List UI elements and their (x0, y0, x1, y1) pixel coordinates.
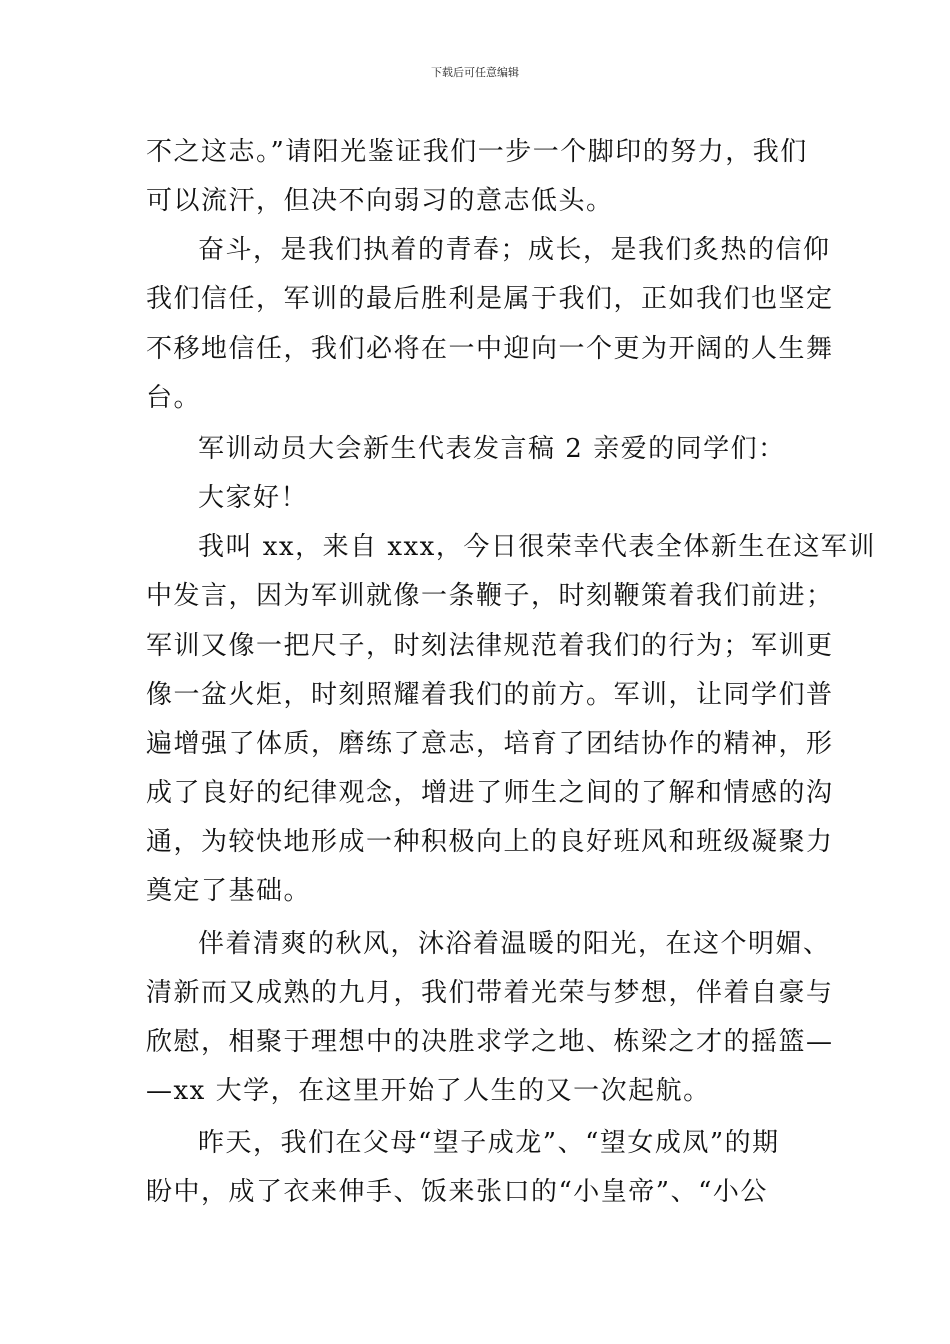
text-line: 伴着清爽的秋风，沐浴着温暖的阳光，在这个明媚、 (198, 929, 831, 959)
text-line: 遍增强了体质，磨练了意志，培育了团结协作的精神，形 (146, 729, 834, 759)
text-line: —xx 大学，在这里开始了人生的又一次起航。 (146, 1076, 711, 1106)
text-line: 像一盆火炬，时刻照耀着我们的前方。军训，让同学们普 (146, 680, 834, 710)
text-line: 昨天，我们在父母“望子成龙”、“望女成凤”的期 (198, 1128, 780, 1158)
page-header: 下载后可任意编辑 (431, 66, 519, 79)
text-line: 大家好！ (198, 483, 309, 513)
text-line: 欣慰，相聚于理想中的决胜求学之地、栋梁之才的摇篮— (146, 1027, 834, 1057)
text-line: 我们信任，军训的最后胜利是属于我们，正如我们也坚定 (146, 284, 834, 314)
text-line: 军训又像一把尺子，时刻法律规范着我们的行为；军训更 (146, 631, 834, 661)
text-line: 台。 (146, 383, 202, 413)
text-line: 不之这志。”请阳光鉴证我们一步一个脚印的努力，我们 (146, 137, 808, 167)
text-line: 奠定了基础。 (146, 876, 312, 906)
text-line: 通，为较快地形成一种积极向上的良好班风和班级凝聚力 (146, 827, 834, 857)
text-line: 中发言，因为军训就像一条鞭子，时刻鞭策着我们前进； (146, 581, 834, 611)
text-line: 盼中，成了衣来伸手、饭来张口的“小皇帝”、“小公 (146, 1177, 768, 1207)
text-line: 可以流汗，但决不向弱习的意志低头。 (146, 186, 614, 216)
text-line: 成了良好的纪律观念，增进了师生之间的了解和情感的沟 (146, 778, 834, 808)
text-line: 不移地信任，我们必将在一中迎向一个更为开阔的人生舞 (146, 334, 834, 364)
text-line: 清新而又成熟的九月，我们带着光荣与梦想，伴着自豪与 (146, 978, 834, 1008)
text-line: 军训动员大会新生代表发言稿 2 亲爱的同学们： (198, 434, 786, 464)
text-line: 我叫 xx，来自 xxx，今日很荣幸代表全体新生在这军训 (198, 532, 876, 562)
text-line: 奋斗，是我们执着的青春；成长，是我们炙热的信仰 (198, 235, 831, 265)
